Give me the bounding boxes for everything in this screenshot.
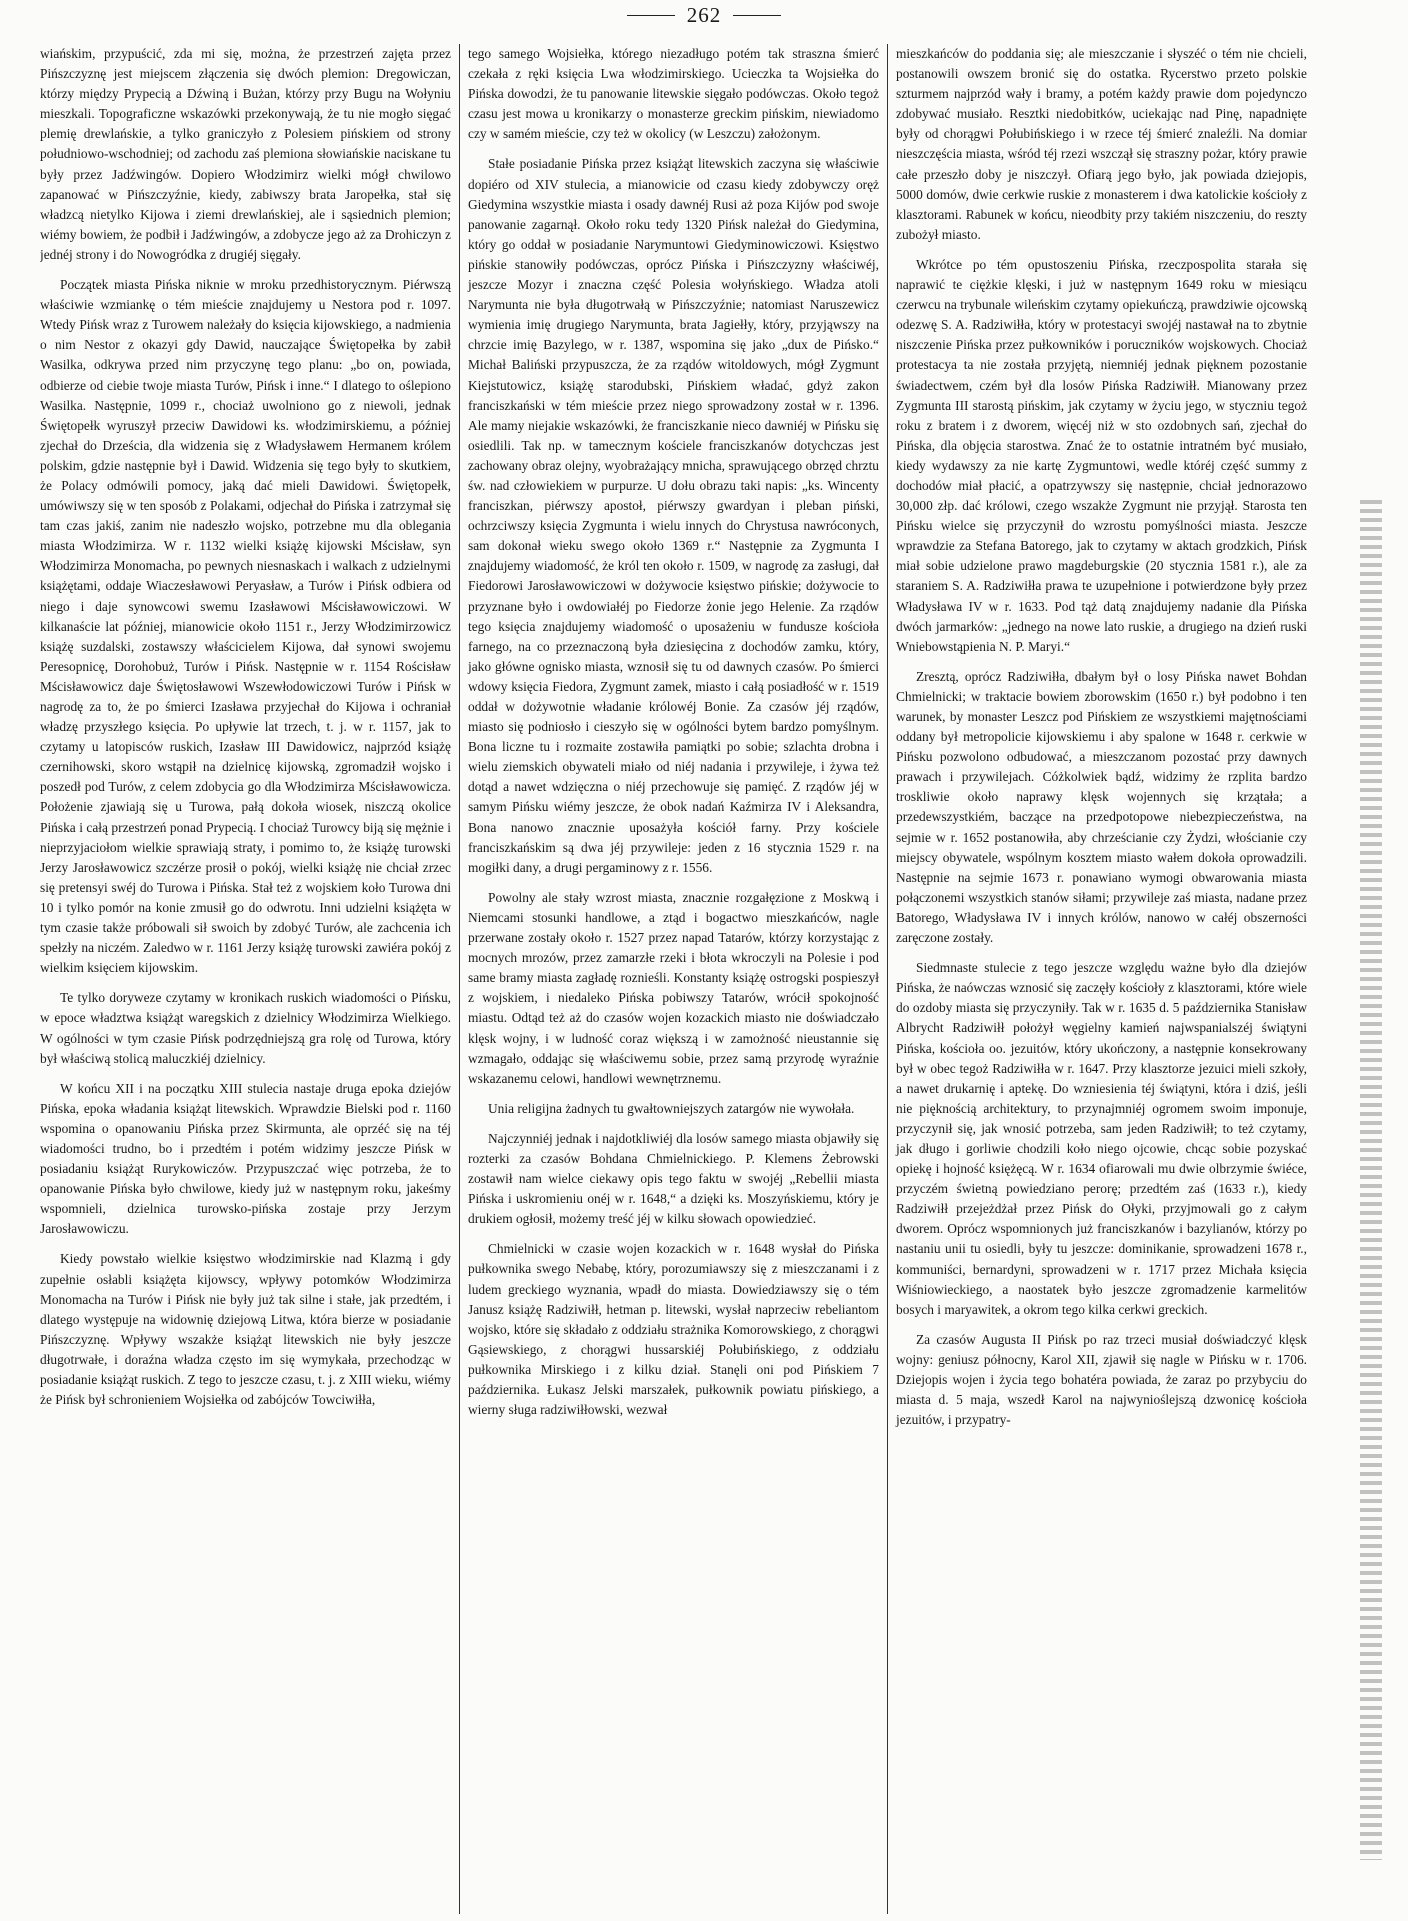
page-header xyxy=(0,0,1408,30)
column-1 xyxy=(40,44,459,1914)
column-2-paragraph: Stałe posiadanie Pińska przez książąt litewskich zaczyna się właściwie dopiéro od XIV stulecia, a mianowicie od czasu kiedy zdobywczy oręż Giedymina wszystkie miasta i osady dawnéj Rusi aż poza Kijów pod swoje panowanie zagarnął. Około roku tedy 1320 Pińsk należał do Giedymina, który go oddał w posiadanie Narymuntowi Giedyminowiczowi. Księstwo pińskie stanowiły podówczas, oprócz Pińska i Pińszczyzny właściwéj, jeszcze Mozyr i znaczna część Polesia wołyńskiego. Władza atoli Narymunta nie była długotrwałą w Pińszczyźnie; natomiast Naruszewicz wymienia imię drugiego Narymunta, brata Jagiełły, który, przyjąwszy na chrzcie imię Bazylego, w r. 1387, wspomina się jako „dux de Pińsko.“ Michał Baliński przypuszcza, że za rządów witoldowych, mógł Zygmunt Kiejstutowicz, książę starodubski, Pińskiem władać, gdyż zakon franciszkański w tém mieście przez niego sprowadzony został w r. 1396. Ale mamy niejakie wskazówki, że franciszkanie nieco dawniéj w Pińsku się osiedlili. Tak np. w tamecznym kościele franciszkanów dotychczas jest zachowany obraz olejny, wyobrażający mnicha, sprawującego obrzęd chrztu św. nad człowiekiem w purpurze. U dołu obrazu taki napis: „ks. Wincenty franciszkan, piérwszy apostoł, piérwszy gwardyan i pleban piński, ochrzciwszy księcia Zygmunta i wielu innych do Chrystusa nawróconych, sam dokonał wieku swego około 1369 r.“ Następnie za Zygmunta I znajdujemy wiadomość, że król ten około r. 1509, w nagrodę za zasługi, dał Fiedorowi Jarosławowiczowi w dożywocie księstwo pińskie; dożywocie to przyznane było i owdowiałéj po Fiedorze żonie jego Helenie. Za rządów tego księcia znajdujemy wiadomość o uposażeniu w fundusze kościoła farnego, na co przeznaczoną była dziesięcina z dochodów zamku, który, jako główne ognisko miasta, wznosił się tu od dawnych czasów. Po śmierci wdowy księcia Fiedora, Zygmunt zamek, miasto i całą posiadłość w r. 1519 oddał w dożywotnie władanie królowéj Bonie. Za czasów jéj rządów, miasto się podniosło i cieszyło się w ogólności bytem bardzo pomyślnym. Bona liczne tu i rozmaite zostawiła pamiątki po sobie; szlachta drobna i wielu ziemskich obywateli miało od niéj nadania i przywileje, i żywa też dotąd a nawet wdzięczna o niéj przechowuje się pamięć. Z rządów jéj w samym Pińsku wiémy jeszcze, że obok nadań Kaźmirza IV i Aleksandra, Bona nanowo znacznie uposażyła kościół farny. Przy kościele franciszkańskim są dwa jéj przywileje: jeden z 16 stycznia 1529 r. na mogiłki dany, a drugi pergaminowy z r. 1556. xyxy=(468,156,879,875)
column-1-paragraph: W końcu XII i na początku XIII stulecia nastaje druga epoka dziejów Pińska, epoka władania książąt litewskich. Wprawdzie Bielski pod r. 1160 wspomina o opanowaniu Pińska przez Skirmunta, ale oprzéć się na téj wiadomości trudno, bo i przedtém i potém widzimy jeszcze Pińsk w posiadaniu książąt Rurykowiczów. Przypuszczać więc potrzeba, że to opanowanie Pińska było chwilowe, kiedy już w następnym roku, jakeśmy wspomnieli, dzielnica turowsko-pińska zostaje przy Jerzym Jarosławowiczu. xyxy=(40,1080,451,1237)
column-2-paragraph: Najczynniéj jednak i najdotkliwiéj dla losów samego miasta objawiły się rozterki za czasów Bohdana Chmielnickiego. P. Klemens Żebrowski zostawił nam wielce ciekawy opis tego faktu w swojéj „Rebellii miasta Pińska i uskromieniu onéj w r. 1648,“ a dzięki ks. Moszyńskiemu, który je drukiem ogłosił, możemy treść jéj w kilku słowach opowiedzieć. xyxy=(468,1130,879,1227)
column-2-paragraph: Chmielnicki w czasie wojen kozackich w r. 1648 wysłał do Pińska pułkownika swego Nebabę, który, porozumiawszy się z mieszczanami i z ludem greckiego wyznania, wpadł do miasta. Dowiedziawszy się o tém Janusz książę Radziwiłł, hetman p. litewski, wysłał naprzeciw rebeliantom wojsko, które się składało z oddziału strażnika Komorowskiego, z chorągwi Gąsiewskiego, z chorągwi hussarskiéj Połubińskiego, z oddziału pułkownika Mirskiego i z kilku dział. Stanęli oni pod Pińskiem 7 października. Łukasz Jelski marszałek, pułkownik powiatu pińskiego, a wierny sługa radziwiłłowski, wezwał xyxy=(468,1241,879,1418)
column-2-paragraph: Unia religijna żadnych tu gwałtowniejszych zatargów nie wywołała. xyxy=(488,1100,855,1116)
column-3-paragraph: Za czasów Augusta II Pińsk po raz trzeci musiał doświadczyć klęsk wojny: geniusz północny, Karol XII, zjawił się nagle w Pińsku w r. 1706. Dziejopis wojen i życia tego bohatéra powiada, że zaraz po przybyciu do miasta d. 5 maja, wszedł Karol na najwynioślejszą dzwonicę kościoła jezuitów, i przypatry- xyxy=(896,1331,1307,1428)
column-1-paragraph: wiańskim, przypuścić, zda mi się, można, że przestrzeń zajęta przez Pińszczyznę jest miejscem złączenia się dwóch plemion: Dregowiczan, którzy między Prypecią a Dźwiną i Bużan, którzy przy Bugu na Wołyniu mieszkali. Topograficzne wskazówki przekonywają, że tu nie mogło sięgać plemię drewlańskie, a tylko graniczyło z Polesiem pińskiem od strony południowo-wschodniej; od zachodu zaś plemiona słowiańskie naciskane tu były przez Jadźwingów. Dopiero Włodzimirz wielki mógł chwilowo zapanować w Pińszczyźnie, kiedy, zabiwszy brata Jaropełka, stał się władzcą nietylko Kijowa i ziemi drewlańskiej, ale i sąsiednich plemion; wiémy bowiem, że podbił i Jadźwingów, a zdobycze jego aż za Drohiczyn z jednéj strony i do Nowogródka z drugiéj sięgały. xyxy=(40,46,451,262)
column-2-paragraph: tego samego Wojsiełka, którego niezadługo potém tak straszna śmierć czekała z ręki księcia Lwa włodzimirskiego. Ucieczka ta Wojsiełka do Pińska dowodzi, że tu panowanie litewskie sięgało podówczas. Około tegoż czasu jest mowa u kronikarzy o monasterze greckim pińskim, niewiadomo czy w samém mieście, czy też w okolicy (w Leszczu) założonym. xyxy=(468,46,879,142)
header-rule-right xyxy=(733,15,781,16)
header-rule-left xyxy=(627,15,675,16)
column-2 xyxy=(459,44,887,1914)
text-columns xyxy=(40,44,1310,1914)
column-3-paragraph: mieszkańców do poddania się; ale mieszczanie i słyszéć o tém nie chcieli, postanowili owszem bronić się do ostatka. Rycerstwo przeto polskie szturmem najprzód wały i bramy, a potém każdy prawie dom pojedynczo zdobywać musiało. Resztki niedobitków, uciekając nad Pinę, napadnięte były od chorągwi Połubińskiego i w rzece téj śmierć znaleźli. Na domiar nieszczęścia miasta, wśród téj rzezi wszczął się straszny pożar, który prawie całe przeszło doby je niszczył. Ofiarą jego było, jak powiada dziejopis, 5000 domów, dwie cerkwie ruskie z monasterem i dwa katolickie kościoły z klasztorami. Rabunek w końcu, nieodbity przy takiém niszczeniu, do reszty zubożył miasto. xyxy=(896,46,1307,242)
page-number: 262 xyxy=(686,2,722,27)
column-3-paragraph: Zresztą, oprócz Radziwiłła, dbałym był o losy Pińska nawet Bohdan Chmielnicki; w traktacie bowiem zborowskim (1650 r.) był podobno i ten warunek, by monaster Leszcz pod Pińskiem ze wszystkiemi majętnościami oddany był metropolicie kijowskiemu i aby spalone w 1648 r. cerkwie w Pińsku pozwolono odbudować, a mieszczanom pozostać przy dawnych prawach i przywilejach. Cóżkolwiek bądź, widzimy że rzplita bardzo troskliwie około naprawy klęsk wojennych się krzątała; a przedewszystkiém, baczące na przedpotopowe niebezpieczeństwa, na sejmie w r. 1652 postanowiła, aby chrześcianie czy Żydzi, włościanie czy miejscy obywatele, wspólnym kosztem miasto wałem dokoła oprowadzili. Następnie na sejmie 1673 r. ponawiano wymogi obwarowania miasta połączonemi wszystkich stanów siłami; przywileje zaś miasta, nadane przez Batorego, Władysława IV i innych królów, nanowo w całéj obszerności zaręczone zostały. xyxy=(896,668,1307,946)
column-2-paragraph: Powolny ale stały wzrost miasta, znacznie rozgałęzione z Moskwą i Niemcami stosunki handlowe, a ztąd i bogactwo mieszkańców, nagle przerwane zostały około r. 1527 przez napad Tatarów, którzy korzystając z mocnych mrozów, przez zamarzłe rzeki i błota wkroczyli na Polesie i pod same bramy miasta zagładę roznieśli. Konstanty książę ostrogski pospieszył z wojskiem, i niedaleko Pińska pobiwszy Tatarów, wrócił spokojność miastu. Odtąd też aż do czasów wojen kozackich miasto nie doświadczało klęsk wojny, i w ludność coraz większą i w zamożność nieustannie się wzmagało, oddając się właściwemu sobie, przez samą przyrodę wyraźnie wskazanemu celowi, handlowi wewnętrznemu. xyxy=(468,889,879,1086)
column-3-paragraph: Wkrótce po tém opustoszeniu Pińska, rzeczpospolita starała się naprawić te ciężkie klęski, i już w następnym 1649 roku w miesiącu czerwcu na trybunale wileńskim czytamy opiekuńczą, prawdziwie ojcowską odezwę S. A. Radziwiłła, który w protestacyi swojéj nastawał na to zbytnie niszczenie Pińska przez pułkowników i poruczników wojskowych. Chociaż protestacya ta nie została przyjętą, niemniéj jednak pięknem pozostanie świadectwem, czém był dla losów Pińska Radziwiłł. Mianowany przez Zygmunta III starostą pińskim, jak czytamy w życiu jego, w styczniu tegoż roku z bratem i z dworem, więcéj niż w sto ozdobnych sań, zjechał do Pińska, dla objęcia starostwa. Znać że to ostatnie intratném być musiało, kiedy wydawszy za nie kartę Zygmuntowi, wedle któréj część summy z dochodów miał płacić, a opatrzywszy się następnie, chciał jednorazowo 30,000 złp. dać królowi, czego wszakże Zygmunt nie przyjął. Starosta ten Pińsku wielce się przyczynił do wzrostu pomyślności miasta. Jeszcze wprawdzie za Stefana Batorego, jak to czytamy w aktach grodzkich, Pińsk miał sobie udzielone prawo magdeburgskie (20 stycznia 1581 r.), ale za staraniem S. A. Radziwiłła prawa te uzupełnione i potwierdzone były przez Władysława IV w r. 1633. Pod tąż datą znajdujemy nadanie dla Pińska dwóch jarmarków: „jednego na nowe lato ruskie, a drugiego na dzień ruski Wniebowstąpienia N. P. Maryi.“ xyxy=(896,256,1307,654)
column-3-paragraph: Siedmnaste stulecie z tego jeszcze względu ważne było dla dziejów Pińska, że naówczas wznosić się zaczęły kościoły z klasztorami, które wiele do ozdoby miasta się przyczyniły. Tak w r. 1635 d. 5 października Stanisław Albrycht Radziwiłł położył węgielny kamień najwspanialszéj świątyni Pińska, kościoła oo. jezuitów, który ukończony, a następnie konsekrowany był w obec tegoż Radziwiłła w r. 1647. Przy klasztorze jezuici mieli szkoły, a nawet drukarnię i aptekę. Do wzniesienia téj świątyni, która i dziś, jeśli nie pięknością architektury, to przynajmniéj ogromem swoim imponuje, przyczynił się, jak wnosić potrzeba, sam jeden Radziwiłł; to też czytamy, jak długo i gorliwie chodzili koło niego ojcowie, chcąc sobie pozyskać opiekę i hojność księżęcą. W r. 1634 ofiarowali mu dwie olbrzymie świéce, przyczém świetną powiedziano perorę; przedtém zaś (1633 r.), kiedy Radziwiłł przejeżdżał przez Pińsk do Ołyki, przyjmowali go z całym dworem. Oprócz wspomnionych już franciszkanów i bazylianów, którzy po nastaniu unii tu osiedli, były tu jeszcze: dominikanie, sprowadzeni 1678 r., kommuniści, bernardyni, sprowadzeni w r. 1717 przez Michała księcia Wiśniowieckiego, a naostatek było jeszcze zgromadzenie karmelitów bosych i maryawitek, a okrom tego kilka cerkwi greckich. xyxy=(896,960,1307,1317)
column-1-paragraph: Kiedy powstało wielkie księstwo włodzimirskie nad Klazmą i gdy zupełnie osłabli książęta kijowscy, wpływy potomków Włodzimirza Monomacha na Turów i Pińsk nie były już tak silne i stałe, jak przedtém, i dlatego występuje na widownię dziejową Litwa, która bierze w posiadanie Pińszczyznę. Wpływy wszakże książąt litewskich nie były jeszcze długotrwałe, i doraźna władza często im się wymykała, przechodząc w posiadanie książąt ruskich. Z tego to jeszcze czasu, t. j. z XIII wieku, wiémy że Pińsk był schronieniem Wojsiełka od zabójców Towciwiłła, xyxy=(40,1251,451,1408)
page-edge-shadow xyxy=(1360,500,1382,1860)
column-3 xyxy=(887,44,1307,1914)
column-1-paragraph: Początek miasta Pińska niknie w mroku przedhistorycznym. Piérwszą właściwie wzmiankę o tém mieście znajdujemy u Nestora pod r. 1097. Wtedy Pińsk wraz z Turowem należały do księcia kijowskiego, a nadmienia o nim Nestor z okazyi gdy Dawid, nauczające Świętopełka by zabił Wasilka, odkrywa przed nim przyczynę tego planu: „bo on, powiada, odbierze od ciebie twoje miasta Turów, Pińsk i inne.“ I dlatego to oślepiono Wasilka. Następnie, 1099 r., chociaż uwolniono go z niewoli, jednak Świętopełk wyruszył przeciw Dawidowi ks. włodzimirskiemu, a później zjechał do Drześcia, dla widzenia się z Władysławem Hermanem królem polskim, gdzie następnie był i Dawid. Widzenia się tego były to skutkiem, że Polacy odmówili pomocy, jaką dać mieli Dawidowi. Świętopełk, umówiwszy się w ten sposób z Polakami, odjechał do Pińska i zatrzymał się tam czas jakiś, zanim nie nadeszło wojsko, potrzebne mu dla oblegania miasta Włodzimirza. W r. 1132 wielki książę kijowski Mścisław, syn Włodzimirza Monomacha, po pewnych niesnaskach i walkach z udzielnymi książętami, oddaje Wiaczesławowi Peryasław, a Turów i Pińsk odbiera od niego i daje synowcowi swemu Izasławowi Mścisławowiczowi. W kilkanaście lat później, mianowicie około 1151 r., Jerzy Włodzimirzowicz książę suzdalski, zostawszy właścicielem Kijowa, dał synowi swojemu Peresopnicę, Dorohobuż, Turów i Pińsk. Następnie w r. 1154 Rościsław Mścisławowicz daje Świętosławowi Wszewłodowiczowi Turów i Pińsk w nagrodę za to, że po śmierci Izasława przyjechał do Kijowa i ochraniał władzę przyszłego księcia. Po upływie lat trzech, t. j. w r. 1157, jak to czytamy u latopisców ruskich, Izasław III Dawidowicz, najprzód książę czernihowski, skoro wstąpił na dzielnicę kijowską, zgromadził wojsko i poszedł pod Turów, z celem zdobycia go dla Włodzimirza Mścisławowicza. Położenie zjawiają się u Turowa, pałą dokoła wiosek, niszczą okolice Pińska i całą przestrzeń ponad Prypecią. I chociaż Turowcy biją się mężnie i nieprzyjaciołom wielkie sprawiają straty, i pomimo to, że książę turowski Jerzy Jarosławowicz szczérze prosił o pokój, wielki książę nie chciał zrzec się pretensyi swéj do Turowa i Pińska. Stał też z wojskiem koło Turowa dni 10 i tylko pomór na konie zmusił go do odwrotu. Inni udzielni książęta w tym czasie także próbowali sił swoich by zdobyć Turów, ale zachcenia ich spełzły na niczém. Zaledwo w r. 1161 Jerzy książę turowski zawiéra pokój z wielkim księciem kijowskim. xyxy=(40,277,451,976)
column-1-paragraph: Te tylko doryweze czytamy w kronikach ruskich wiadomości o Pińsku, w epoce władztwa książąt waregskich z dzielnicy Włodzimirza Wielkiego. W ogólności w tym czasie Pińsk podrzędniejszą gra rolę od Turowa, który był właściwą stolicą maluczkiéj dzielnicy. xyxy=(40,990,451,1066)
